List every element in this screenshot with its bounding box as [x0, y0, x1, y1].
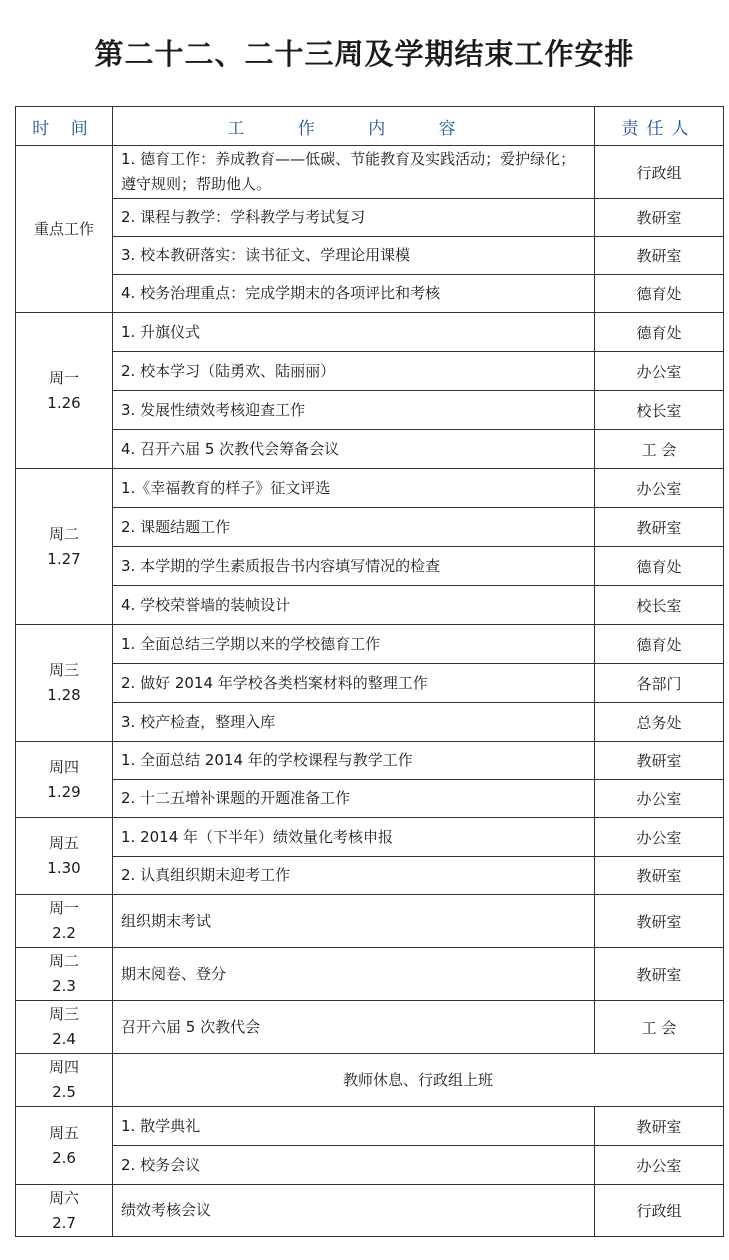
date-label: 1.29	[47, 782, 81, 801]
work-content-cell: 2. 课程与教学：学科教学与考试复习	[113, 199, 595, 237]
work-content-cell: 2. 课题结题工作	[113, 508, 595, 547]
work-content-cell: 1.《幸福教育的样子》征文评选	[113, 469, 595, 508]
work-content-cell: 3. 校产检查，整理入库	[113, 703, 595, 742]
table-row	[16, 1001, 724, 1054]
responsible-cell: 德育处	[595, 275, 724, 313]
day-label: 周三	[48, 1005, 79, 1024]
date-label: 2.6	[52, 1148, 76, 1167]
table-row	[16, 1107, 724, 1146]
time-cell	[16, 1001, 113, 1054]
day-label: 周一	[48, 368, 79, 387]
day-label: 周五	[48, 834, 79, 853]
day-label: 周三	[48, 661, 79, 680]
page-title: 第二十二、二十三周及学期结束工作安排	[94, 37, 635, 71]
header-content: 工 作 内 容	[113, 107, 595, 146]
responsible-cell: 教研室	[595, 895, 724, 948]
responsible-cell: 工 会	[595, 430, 724, 469]
table-row	[16, 508, 724, 547]
responsible-cell: 教研室	[595, 742, 724, 780]
work-content-cell: 2. 校本学习（陆勇欢、陆丽丽）	[113, 352, 595, 391]
responsible-cell: 办公室	[595, 469, 724, 508]
header-responsible: 责任人	[595, 107, 724, 146]
responsible-cell: 办公室	[595, 1146, 724, 1185]
responsible-cell: 教研室	[595, 237, 724, 275]
day-label: 周四	[48, 1058, 79, 1077]
table-row	[16, 664, 724, 703]
work-content-cell: 绩效考核会议	[113, 1185, 595, 1237]
time-cell	[16, 948, 113, 1001]
time-cell	[16, 1185, 113, 1237]
work-content-cell: 1. 全面总结三学期以来的学校德育工作	[113, 625, 595, 664]
work-content-cell: 1. 散学典礼	[113, 1107, 595, 1146]
work-content-cell: 1. 升旗仪式	[113, 313, 595, 352]
work-content-cell: 4. 校务治理重点：完成学期末的各项评比和考核	[113, 275, 595, 313]
table-header-row	[16, 107, 724, 146]
responsible-cell: 德育处	[595, 625, 724, 664]
table-row	[16, 1054, 724, 1107]
time-cell	[16, 469, 113, 625]
work-content-cell: 4. 学校荣誉墙的装帧设计	[113, 586, 595, 625]
work-content-cell: 1. 全面总结 2014 年的学校课程与教学工作	[113, 742, 595, 780]
responsible-cell: 行政组	[595, 1185, 724, 1237]
responsible-cell: 教研室	[595, 857, 724, 895]
table-row	[16, 818, 724, 857]
header-time: 时 间	[16, 107, 113, 146]
date-label: 1.27	[47, 549, 81, 568]
work-content-cell: 3. 发展性绩效考核迎查工作	[113, 391, 595, 430]
responsible-cell: 总务处	[595, 703, 724, 742]
work-content-cell: 召开六届 5 次教代会	[113, 1001, 595, 1054]
work-content-cell: 3. 校本教研落实：读书征文、学理论用课模	[113, 237, 595, 275]
responsible-cell: 教研室	[595, 948, 724, 1001]
time-cell	[16, 146, 113, 313]
responsible-cell: 行政组	[595, 146, 724, 199]
date-label: 2.7	[52, 1213, 76, 1232]
day-label: 周四	[48, 757, 79, 776]
day-label: 周二	[48, 952, 79, 971]
work-content-cell: 2. 校务会议	[113, 1146, 595, 1185]
responsible-cell: 教研室	[595, 199, 724, 237]
time-cell	[16, 1107, 113, 1185]
table-row	[16, 895, 724, 948]
day-label: 周一	[48, 899, 79, 918]
time-cell	[16, 625, 113, 742]
table-row	[16, 780, 724, 818]
responsible-cell: 教研室	[595, 1107, 724, 1146]
time-cell	[16, 742, 113, 818]
table-row	[16, 742, 724, 780]
table-row	[16, 547, 724, 586]
table-row	[16, 391, 724, 430]
day-label: 周五	[48, 1123, 79, 1142]
responsible-cell: 各部门	[595, 664, 724, 703]
table-row	[16, 1185, 724, 1237]
work-content-cell: 2. 十二五增补课题的开题准备工作	[113, 780, 595, 818]
work-content-cell: 4. 召开六届 5 次教代会筹备会议	[113, 430, 595, 469]
work-content-cell: 3. 本学期的学生素质报告书内容填写情况的检查	[113, 547, 595, 586]
work-content-cell: 组织期末考试	[113, 895, 595, 948]
time-cell	[16, 818, 113, 895]
work-content-cell: 期末阅卷、登分	[113, 948, 595, 1001]
responsible-cell: 校长室	[595, 391, 724, 430]
work-content-cell: 1. 德育工作：养成教育——低碳、节能教育及实践活动；爱护绿化；遵守规则；帮助他人。	[113, 146, 595, 199]
table-row	[16, 352, 724, 391]
table-row	[16, 586, 724, 625]
schedule-table	[15, 106, 724, 1237]
responsible-cell: 工 会	[595, 1001, 724, 1054]
table-row	[16, 313, 724, 352]
responsible-cell: 教研室	[595, 508, 724, 547]
responsible-cell: 办公室	[595, 352, 724, 391]
day-label: 周二	[48, 524, 79, 543]
time-cell	[16, 895, 113, 948]
table-row	[16, 948, 724, 1001]
work-content-cell: 2. 做好 2014 年学校各类档案材料的整理工作	[113, 664, 595, 703]
table-row	[16, 146, 724, 199]
date-label: 1.30	[47, 859, 81, 877]
date-label: 2.4	[52, 1030, 76, 1048]
work-content-cell: 教师休息、行政组上班	[113, 1054, 724, 1107]
table-row	[16, 1146, 724, 1185]
responsible-cell: 德育处	[595, 547, 724, 586]
table-row	[16, 469, 724, 508]
table-row	[16, 199, 724, 237]
date-label: 2.5	[52, 1083, 76, 1101]
responsible-cell: 德育处	[595, 313, 724, 352]
date-label: 2.2	[52, 924, 76, 942]
responsible-cell: 办公室	[595, 780, 724, 818]
table-row	[16, 703, 724, 742]
time-cell	[16, 313, 113, 469]
table-row	[16, 625, 724, 664]
table-row	[16, 430, 724, 469]
day-label: 周六	[48, 1188, 79, 1207]
work-content-cell: 2. 认真组织期末迎考工作	[113, 857, 595, 895]
table-row	[16, 237, 724, 275]
table-row	[16, 275, 724, 313]
day-label: 重点工作	[33, 219, 94, 238]
date-label: 1.28	[47, 686, 81, 704]
table-row	[16, 857, 724, 895]
date-label: 1.26	[47, 393, 81, 412]
responsible-cell: 办公室	[595, 818, 724, 857]
work-content-cell: 1. 2014 年（下半年）绩效量化考核申报	[113, 818, 595, 857]
date-label: 2.3	[52, 977, 76, 995]
responsible-cell: 校长室	[595, 586, 724, 625]
time-cell	[16, 1054, 113, 1107]
